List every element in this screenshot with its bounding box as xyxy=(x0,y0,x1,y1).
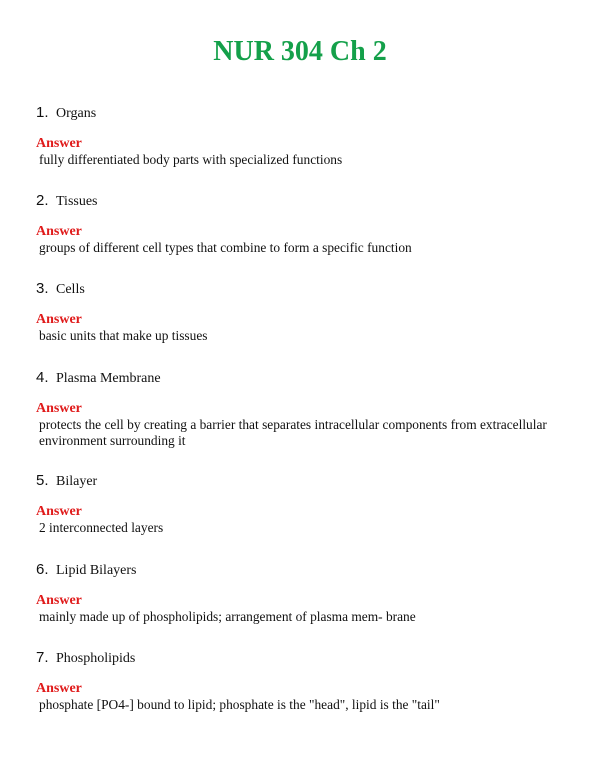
answer-text: phosphate [PO4-] bound to lipid; phosphate is the "head", lipid is the "tail" xyxy=(39,697,440,712)
question-number: 6. xyxy=(36,561,49,578)
question-term: Bilayer xyxy=(56,474,98,489)
qa-item-tissues xyxy=(36,192,566,256)
answer-label: Answer xyxy=(36,224,82,239)
qa-item-lipid-bilayers xyxy=(36,561,566,625)
question-row xyxy=(36,472,566,494)
question-term: Tissues xyxy=(56,194,98,209)
question-row xyxy=(36,280,566,302)
answer-label: Answer xyxy=(36,312,82,327)
question-number: 5. xyxy=(36,472,49,489)
question-row xyxy=(36,192,566,214)
qa-item-plasma-membrane xyxy=(36,369,566,449)
answer-text: mainly made up of phospholipids; arrangement of plasma mem- brane xyxy=(39,609,416,624)
question-row xyxy=(36,561,566,583)
answer-label: Answer xyxy=(36,681,82,696)
question-row xyxy=(36,649,566,671)
page-title: NUR 304 Ch 2 xyxy=(213,36,387,67)
question-term: Cells xyxy=(56,282,85,297)
answer-text: basic units that make up tissues xyxy=(39,328,208,343)
answer-text: fully differentiated body parts with specialized functions xyxy=(39,152,343,167)
question-term: Plasma Membrane xyxy=(56,371,161,386)
question-row xyxy=(36,369,566,391)
question-row xyxy=(36,104,566,126)
question-term: Organs xyxy=(56,106,97,121)
answer-text: groups of different cell types that combine to form a specific function xyxy=(39,240,412,255)
answer-label: Answer xyxy=(36,401,82,416)
question-number: 4. xyxy=(36,369,49,386)
answer-label: Answer xyxy=(36,136,82,151)
qa-item-bilayer xyxy=(36,472,566,536)
question-term: Phospholipids xyxy=(56,651,136,666)
question-number: 3. xyxy=(36,280,49,297)
question-number: 7. xyxy=(36,649,49,666)
qa-item-organs xyxy=(36,104,566,168)
answer-text: 2 interconnected layers xyxy=(39,520,164,535)
question-number: 2. xyxy=(36,192,49,209)
answer-text: protects the cell by creating a barrier that separates intracellular components from extracellular environment surrounding it xyxy=(39,417,547,448)
question-number: 1. xyxy=(36,104,49,121)
question-term: Lipid Bilayers xyxy=(56,563,137,578)
answer-label: Answer xyxy=(36,593,82,608)
answer-label: Answer xyxy=(36,504,82,519)
qa-item-cells xyxy=(36,280,566,344)
qa-item-phospholipids xyxy=(36,649,566,713)
